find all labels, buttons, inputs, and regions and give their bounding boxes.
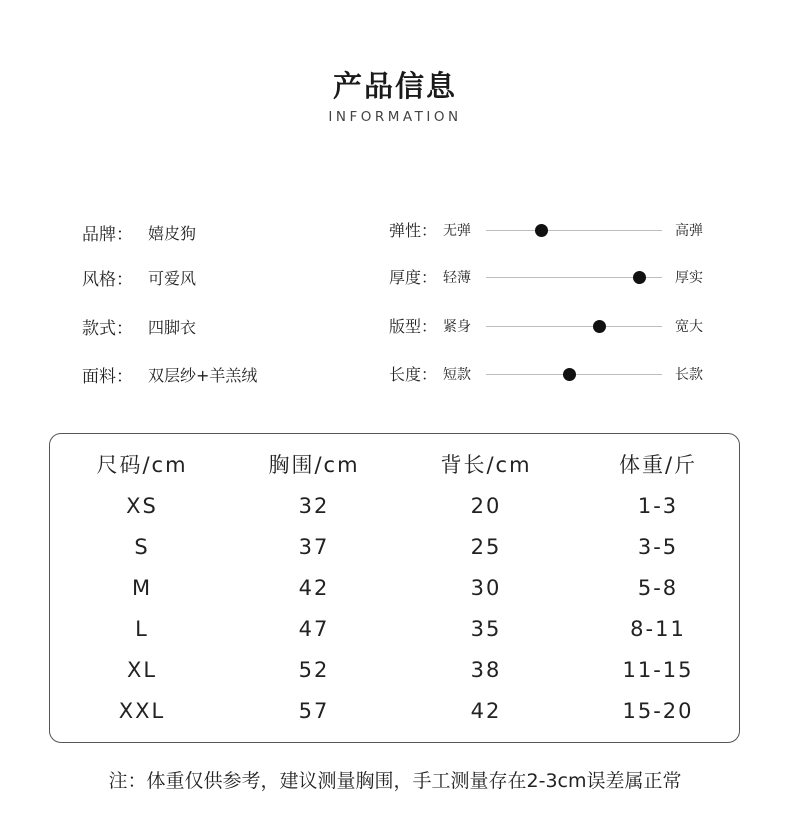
info-row-type [82,313,196,339]
table-cell: 8-11 [630,617,686,641]
header-cell: 背长/cm [440,453,532,477]
slider-knob [633,271,646,284]
header-cell: 体重/斤 [618,453,698,477]
slider-label: 版型： [389,317,438,336]
header-cell: 尺码/cm [96,453,188,477]
slider-label: 长度： [389,365,438,384]
info-value: 双层纱+羊羔绒 [148,365,258,385]
slider-max-label: 长款 [675,367,703,383]
slider-thickness [389,265,719,291]
slider-knob [563,368,576,381]
slider-fit [389,314,719,340]
table-cell: 42 [298,576,330,600]
slider-track [486,374,662,375]
table-cell: XS [126,494,158,518]
table-row [50,570,741,606]
slider-min-label: 紧身 [443,319,471,335]
table-cell: 35 [470,617,502,641]
slider-track [486,326,662,327]
table-cell: 3-5 [637,535,679,559]
size-chart-header [50,447,741,483]
table-row [50,611,741,647]
page-title: 产品信息 [332,69,457,103]
slider-label: 厚度： [389,268,438,287]
table-cell: 20 [470,494,502,518]
table-cell: L [135,617,149,641]
slider-knob [593,320,606,333]
header-cell: 胸围/cm [268,453,360,477]
table-cell: S [134,535,150,559]
size-chart [49,433,740,743]
footnote: 注：体重仅供参考，建议测量胸围，手工测量存在2-3cm误差属正常 [108,770,682,792]
slider-min-label: 轻薄 [443,270,471,286]
info-value: 可爱风 [148,268,197,288]
table-row [50,693,741,729]
slider-length [389,362,719,388]
table-cell: 30 [470,576,502,600]
slider-min-label: 短款 [443,367,471,383]
table-row [50,488,741,524]
info-value: 四脚衣 [148,317,197,337]
table-cell: 25 [470,535,502,559]
table-row [50,529,741,565]
table-cell: 47 [298,617,330,641]
info-label: 风格： [82,269,133,290]
info-row-fabric [82,361,257,387]
table-cell: M [131,576,153,600]
slider-track [486,230,662,231]
table-cell: 15-20 [622,699,694,723]
table-cell: 11-15 [622,658,694,682]
table-cell: 1-3 [637,494,679,518]
info-label: 面料： [82,366,133,387]
table-cell: XXL [118,699,166,723]
info-row-style [82,264,196,290]
table-cell: 42 [470,699,502,723]
slider-knob [535,224,548,237]
table-cell: 37 [298,535,330,559]
slider-label: 弹性： [389,221,438,240]
info-row-brand [82,219,196,245]
slider-max-label: 宽大 [675,319,703,335]
info-label: 款式： [82,318,133,339]
info-value: 嬉皮狗 [148,223,197,243]
slider-track [486,277,662,278]
info-label: 品牌： [82,224,133,245]
table-cell: 32 [298,494,330,518]
slider-max-label: 高弹 [675,223,703,239]
table-cell: 38 [470,658,502,682]
slider-max-label: 厚实 [675,270,703,286]
slider-min-label: 无弹 [443,223,471,239]
table-cell: 57 [298,699,330,723]
slider-elasticity [389,218,719,244]
table-cell: 52 [298,658,330,682]
table-cell: XL [126,658,158,682]
table-cell: 5-8 [637,576,679,600]
table-row [50,652,741,688]
page-subtitle: INFORMATION [328,109,462,125]
